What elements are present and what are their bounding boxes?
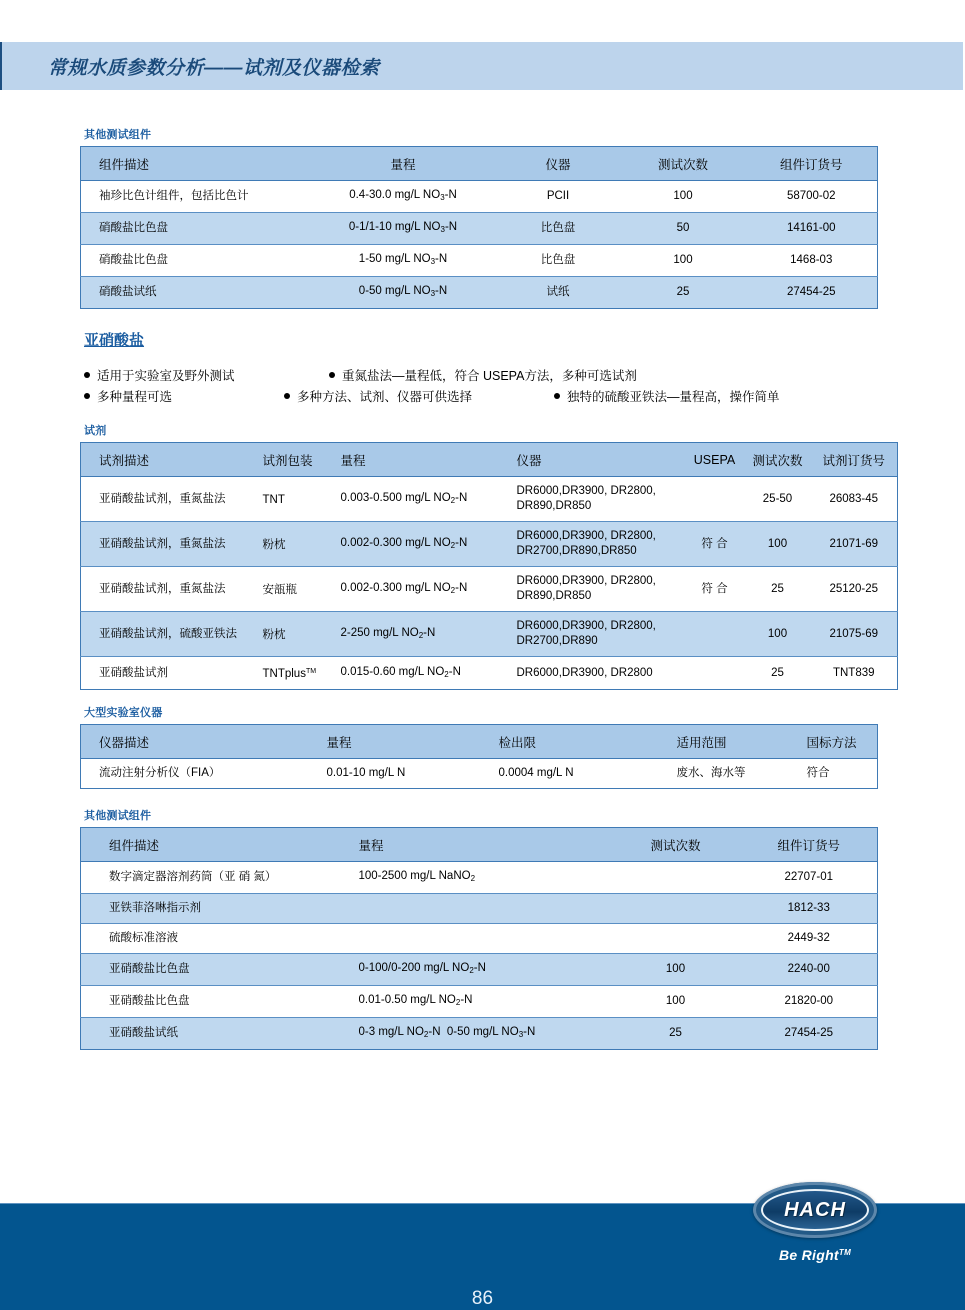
table-header-row [81,725,878,759]
section-label-nitrate-components: 其他测试组件 [84,129,152,141]
cell-tests: 100 [611,986,741,1018]
cell-instrument: DR6000,DR3900, DR2800, DR2700,DR890 [505,612,685,657]
cell-packaging: 粉枕 [257,522,331,567]
cell-tests: 100 [745,522,811,567]
col-header-instrument: 仪器 [505,443,685,477]
cell-order-no: 58700-02 [746,181,878,213]
page-number: 86 [471,1288,494,1309]
table-row [81,477,898,522]
page-title: 常规水质参数分析——试剂及仪器检索 [48,58,380,79]
cell-order-no: 21820-00 [741,986,878,1018]
cell-packaging: TNTplus™ [257,657,331,690]
header-left-accent-bar [0,42,2,90]
cell-tests: 25 [745,657,811,690]
section-label-reagents: 试剂 [84,425,107,437]
table-nitrate-components [80,146,878,309]
cell-instrument: 试纸 [496,277,621,309]
cell-range: 0-100/0-200 mg/L $NO_2-N$ [341,954,611,986]
table-row [81,612,898,657]
col-header-instrument: 仪器 [496,147,621,181]
table-row [81,986,878,1018]
cell-packaging: TNT [257,477,331,522]
cell-tests: 100 [621,181,746,213]
section-label-lab-instruments: 大型实验室仪器 [84,707,163,719]
cell-order-no: 27454-25 [746,277,878,309]
cell-reagent-description: 亚硝酸盐试剂 [81,657,257,690]
col-header-order-no: 组件订货号 [746,147,878,181]
cell-detection-limit: 0.0004 mg/L N [481,759,659,789]
bullet-item [284,387,472,408]
col-header-range: 量程 [309,725,481,759]
table-row [81,1018,878,1050]
cell-standard-method: 符合 [789,759,878,789]
cell-tests [611,894,741,924]
table-header-row [81,828,878,862]
registered-trademark-icon: ® [882,1188,890,1199]
bullet-dot-icon [84,372,90,378]
cell-reagent-description: 亚硝酸盐试剂，硫酸亚铁法 [81,612,257,657]
table-row [81,657,898,690]
table-nitrite-components [80,827,878,1050]
col-header-scope: 适用范围 [659,725,789,759]
cell-instrument: DR6000,DR3900, DR2800, DR2700,DR890,DR850 [505,522,685,567]
cell-range: 1-50 mg/L $NO_3-N$ [311,245,496,277]
cell-usepa: 符 合 [685,522,745,567]
bullet-text: 重氮盐法—量程低，符合 USEPA方法，多种可选试剂 [342,369,637,383]
bullet-row-2 [84,387,880,408]
section-label-nitrite-components: 其他测试组件 [84,810,152,822]
page-header-band [0,42,963,90]
cell-range: 0.015-0.60 mg/L $NO_2-N$ [331,657,505,690]
bullet-text: 适用于实验室及野外测试 [97,369,235,383]
cell-instrument: DR6000,DR3900, DR2800, DR890,DR850 [505,567,685,612]
table-header-row [81,443,898,477]
bullet-text: 独特的硫酸亚铁法—量程高，操作简单 [567,390,780,404]
hach-logo [725,1182,905,1263]
cell-range: 0.002-0.300 mg/L $NO_2-N$ [331,567,505,612]
bullet-dot-icon [284,393,290,399]
bullet-item [84,366,235,387]
cell-range: 0-50 mg/L $NO_3-N$ [311,277,496,309]
table-row [81,277,878,309]
table-row [81,954,878,986]
col-header-range: 量程 [341,828,611,862]
bullet-item [84,387,172,408]
col-header-tests: 测试次数 [621,147,746,181]
col-header-detection-limit: 检出限 [481,725,659,759]
cell-order-no: 1468-03 [746,245,878,277]
bullet-dot-icon [84,393,90,399]
page-content [80,126,885,1050]
bullet-dot-icon [554,393,560,399]
col-header-packaging: 试剂包装 [257,443,331,477]
cell-description: 数字滴定器溶剂药筒（亚 硝 氮） [81,862,341,894]
bullet-text: 多种方法、试剂、仪器可供选择 [297,390,473,404]
cell-instrument: 比色盘 [496,213,621,245]
cell-order-no: 1812-33 [741,894,878,924]
cell-reagent-description: 亚硝酸盐试剂，重氮盐法 [81,522,257,567]
table-lab-instruments [80,724,878,789]
bullet-row-1 [84,366,880,387]
cell-tests: 100 [611,954,741,986]
hach-logo-inner-ring [761,1189,869,1231]
cell-order-no: 22707-01 [741,862,878,894]
cell-order-no: TNT839 [811,657,898,690]
cell-description: 亚铁菲洛啉指示剂 [81,894,341,924]
cell-description: 硝酸盐比色盘 [81,245,311,277]
cell-usepa [685,477,745,522]
cell-range: 0-1/1-10 mg/L $NO_3-N$ [311,213,496,245]
cell-range: 0.01-10 mg/L N [309,759,481,789]
hach-logo-badge-icon [753,1182,890,1238]
cell-tests: 100 [745,612,811,657]
table-header-row [81,147,878,181]
cell-order-no: 21071-69 [811,522,898,567]
col-header-usepa: USEPA [685,443,745,477]
cell-usepa [685,657,745,690]
table-row [81,245,878,277]
cell-tests: 25 [621,277,746,309]
cell-range: 0.4-30.0 mg/L $NO_3-N$ [311,181,496,213]
cell-order-no: 2240-00 [741,954,878,986]
table-reagents [80,442,898,690]
cell-range: 100-2500 mg/L NaNO$_2$ [341,862,611,894]
cell-packaging: 安瓿瓶 [257,567,331,612]
cell-reagent-description: 亚硝酸盐试剂，重氮盐法 [81,477,257,522]
col-header-reagent-description: 试剂描述 [81,443,257,477]
cell-instrument: DR6000,DR3900, DR2800 [505,657,685,690]
col-header-instrument-description: 仪器描述 [81,725,309,759]
cell-usepa: 符 合 [685,567,745,612]
table-row [81,522,898,567]
table-row [81,862,878,894]
cell-range: 2-250 mg/L $NO_2-N$ [331,612,505,657]
col-header-tests: 测试次数 [611,828,741,862]
cell-range: 0.01-0.50 mg/L $NO_2-N$ [341,986,611,1018]
col-header-tests: 测试次数 [745,443,811,477]
cell-tests: 100 [621,245,746,277]
cell-range: 0.002-0.300 mg/L $NO_2-N$ [331,522,505,567]
bullet-dot-icon [329,372,335,378]
cell-packaging: 粉枕 [257,612,331,657]
cell-description: 硝酸盐试纸 [81,277,311,309]
col-header-description: 组件描述 [81,147,311,181]
cell-reagent-description: 亚硝酸盐试剂，重氮盐法 [81,567,257,612]
cell-order-no: 2449-32 [741,924,878,954]
cell-instrument: PCII [496,181,621,213]
cell-range: 0.003-0.500 mg/L $NO_2-N$ [331,477,505,522]
table-row [81,213,878,245]
cell-scope: 废水、海水等 [659,759,789,789]
cell-tests: 50 [621,213,746,245]
hach-tagline: Be Right™ [778,1247,852,1263]
bullet-text: 多种量程可选 [97,390,173,404]
cell-description: 亚硝酸盐比色盘 [81,954,341,986]
col-header-order-no: 组件订货号 [741,828,878,862]
col-header-range: 量程 [311,147,496,181]
cell-instrument: 比色盘 [496,245,621,277]
col-header-range: 量程 [331,443,505,477]
cell-description: 硫酸标准溶液 [81,924,341,954]
table-row [81,924,878,954]
cell-range [341,924,611,954]
col-header-description: 组件描述 [81,828,341,862]
cell-tests: 25 [611,1018,741,1050]
cell-order-no: 27454-25 [741,1018,878,1050]
cell-order-no: 14161-00 [746,213,878,245]
cell-order-no: 21075-69 [811,612,898,657]
cell-order-no: 26083-45 [811,477,898,522]
cell-usepa [685,612,745,657]
table-row [81,181,878,213]
cell-description: 亚硝酸盐比色盘 [81,986,341,1018]
cell-tests [611,862,741,894]
cell-order-no: 25120-25 [811,567,898,612]
cell-description: 亚硝酸盐试纸 [81,1018,341,1050]
table-row [81,759,878,789]
bullet-item [329,366,637,387]
cell-range: 0-3 mg/L $NO_2-N$ 0-50 mg/L $NO_3-N$ [341,1018,611,1050]
cell-range [341,894,611,924]
table-row [81,894,878,924]
cell-tests: 25 [745,567,811,612]
cell-description: 袖珍比色计组件，包括比色计 [81,181,311,213]
cell-tests: 25-50 [745,477,811,522]
nitrite-feature-bullets [84,366,880,408]
col-header-order-no: 试剂订货号 [811,443,898,477]
bullet-item [554,387,780,408]
hach-logo-text: HACH [784,1198,846,1221]
table-row [81,567,898,612]
col-header-standard-method: 国标方法 [789,725,878,759]
heading-nitrite: 亚硝酸盐 [84,332,145,349]
cell-instrument-description: 流动注射分析仪（FIA） [81,759,309,789]
cell-instrument: DR6000,DR3900, DR2800, DR890,DR850 [505,477,685,522]
cell-description: 硝酸盐比色盘 [81,213,311,245]
cell-tests [611,924,741,954]
